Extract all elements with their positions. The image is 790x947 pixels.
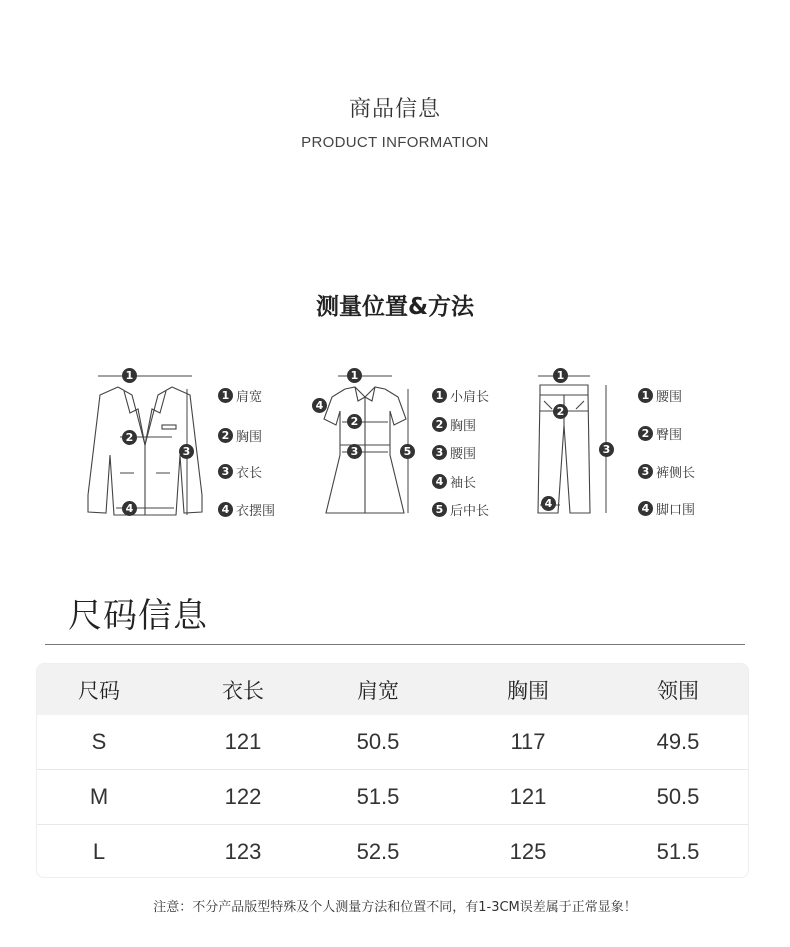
legend-label: 脚口围 [656, 503, 696, 518]
legend-item [638, 386, 682, 405]
legend-number: 1 [432, 388, 447, 403]
legend-number: 3 [218, 464, 233, 479]
table-row [37, 715, 748, 770]
table-cell: 51.5 [356, 784, 400, 809]
legend-item [638, 462, 695, 481]
legend-item [432, 386, 489, 405]
table-cell: S [91, 729, 107, 754]
product-info-title-en: PRODUCT INFORMATION [301, 134, 489, 151]
legend-item [218, 386, 262, 405]
legend-number: 5 [432, 502, 447, 517]
table-cell: 51.5 [656, 839, 700, 864]
table-cell: 121 [224, 729, 262, 754]
size-info-title: 尺码信息 [68, 596, 208, 636]
legend-number: 3 [432, 445, 447, 460]
legend-label: 衣长 [236, 466, 263, 481]
dress-marker-3: 3 [347, 444, 362, 459]
jacket-marker-4: 4 [122, 501, 137, 516]
dress-marker-5: 5 [400, 444, 415, 459]
legend-number: 4 [218, 502, 233, 517]
legend-number: 4 [638, 501, 653, 516]
legend-item [218, 500, 275, 519]
legend-number: 4 [432, 474, 447, 489]
jacket-marker-3: 3 [179, 444, 194, 459]
table-row [37, 825, 748, 878]
column-header: 尺码 [78, 678, 120, 703]
legend-item [432, 472, 476, 491]
table-cell: 50.5 [356, 729, 400, 754]
legend-label: 肩宽 [236, 390, 263, 405]
legend-label: 胸围 [236, 430, 263, 445]
column-header: 胸围 [507, 678, 549, 703]
measurement-note: 注意：不分产品版型特殊及个人测量方法和位置不同，有1-3CM误差属于正常显象！ [153, 900, 637, 915]
legend-label: 腰围 [450, 447, 477, 462]
table-header-row [37, 664, 748, 715]
legend-label: 小肩长 [450, 390, 490, 405]
table-cell: 49.5 [656, 729, 700, 754]
legend-number: 3 [638, 464, 653, 479]
legend-item [638, 499, 695, 518]
dress-marker-1: 1 [347, 368, 362, 383]
table-cell: 125 [509, 839, 547, 864]
legend-item [432, 500, 489, 519]
table-cell: 121 [509, 784, 547, 809]
legend-label: 臀围 [656, 428, 683, 443]
legend-number: 2 [218, 428, 233, 443]
legend-label: 衣摆围 [236, 504, 276, 519]
legend-item [218, 426, 262, 445]
jacket-marker-2: 2 [122, 430, 137, 445]
legend-item [638, 424, 682, 443]
pants-marker-4: 4 [541, 496, 556, 511]
table-cell: 122 [224, 784, 262, 809]
table-cell: L [92, 839, 106, 864]
table-cell: 52.5 [356, 839, 400, 864]
column-header: 肩宽 [357, 678, 399, 703]
column-header: 衣长 [222, 678, 264, 703]
legend-number: 1 [218, 388, 233, 403]
pants-marker-3: 3 [599, 442, 614, 457]
table-cell: 117 [510, 729, 546, 754]
legend-item [432, 443, 476, 462]
legend-item [218, 462, 262, 481]
table-cell: 50.5 [656, 784, 700, 809]
legend-label: 裤侧长 [656, 466, 696, 481]
column-header: 领围 [657, 678, 699, 703]
table-row [37, 770, 748, 825]
dress-marker-4: 4 [312, 398, 327, 413]
table-cell: M [89, 784, 109, 809]
legend-label: 腰围 [656, 390, 683, 405]
measure-method-title: 测量位置&方法 [315, 294, 475, 320]
legend-label: 胸围 [450, 419, 477, 434]
pants-marker-2: 2 [553, 404, 568, 419]
legend-label: 袖长 [450, 476, 477, 491]
size-table [36, 663, 749, 878]
legend-item [432, 415, 476, 434]
legend-number: 1 [638, 388, 653, 403]
jacket-marker-1: 1 [122, 368, 137, 383]
table-cell: 123 [224, 839, 262, 864]
product-info-title-cn: 商品信息 [348, 97, 441, 122]
divider [45, 644, 745, 645]
legend-number: 2 [638, 426, 653, 441]
legend-label: 后中长 [450, 504, 490, 519]
dress-marker-2: 2 [347, 414, 362, 429]
legend-number: 2 [432, 417, 447, 432]
pants-marker-1: 1 [553, 368, 568, 383]
